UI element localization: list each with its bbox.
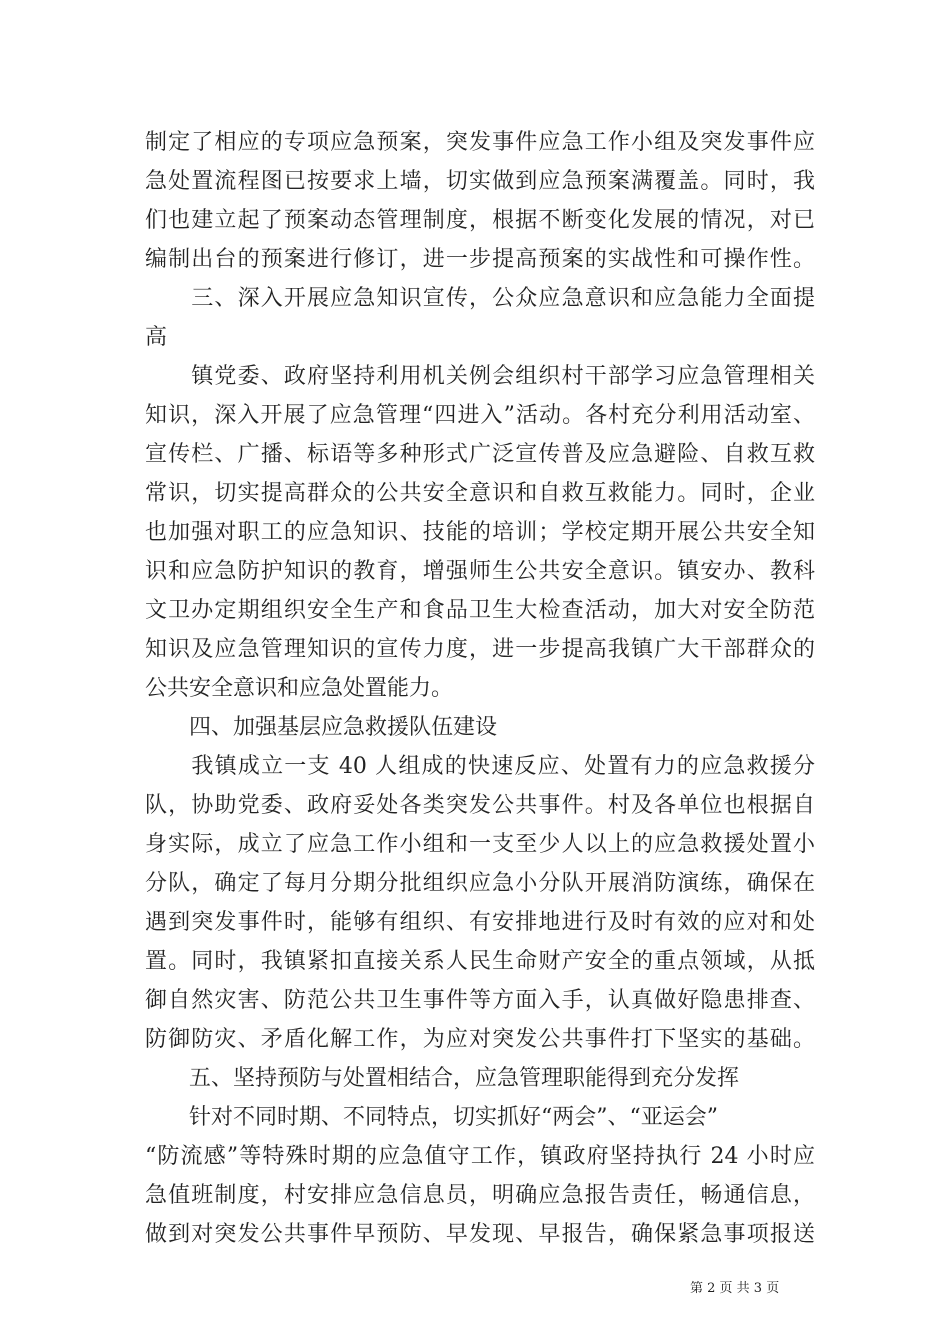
section-heading: 三、深入开展应急知识宣传，公众应急意识和应急能力全面提 [145, 286, 815, 311]
text-line: 御自然灾害、防范公共卫生事件等方面入手，认真做好隐患排查、 [145, 988, 815, 1013]
text-line: 公共安全意识和应急处置能力。 [145, 676, 454, 701]
text-line: 置。同时，我镇紧扣直接关系人民生命财产安全的重点领域，从抵 [145, 949, 815, 974]
section-heading: 高 [145, 325, 168, 350]
text-line: 文卫办定期组织安全生产和食品卫生大检查活动，加大对安全防范 [145, 598, 815, 623]
page-indicator: 第 2 页 共 3 页 [690, 1281, 780, 1296]
text-line: 编制出台的预案进行修订，进一步提高预案的实战性和可操作性。 [145, 247, 815, 272]
text-line: 防御防灾、矛盾化解工作，为应对突发公共事件打下坚实的基础。 [145, 1027, 815, 1052]
text-line: 急值班制度，村安排应急信息员，明确应急报告责任，畅通信息， [145, 1183, 815, 1208]
text-line: 针对不同时期、不同特点，切实抓好“两会”、“亚运会” [145, 1105, 718, 1130]
text-line: 常识，切实提高群众的公共安全意识和自救互救能力。同时，企业 [145, 481, 815, 506]
text-line: 知识，深入开展了应急管理“四进入”活动。各村充分利用活动室、 [145, 403, 815, 428]
body-text [145, 123, 815, 1254]
section-heading: 五、坚持预防与处置相结合，应急管理职能得到充分发挥 [145, 1066, 740, 1091]
text-line: 识和应急防护知识的教育，增强师生公共安全意识。镇安办、教科 [145, 559, 815, 584]
text-line: 分队，确定了每月分期分批组织应急小分队开展消防演练，确保在 [145, 871, 815, 896]
text-line: 们也建立起了预案动态管理制度，根据不断变化发展的情况，对已 [145, 208, 815, 233]
text-line: 遇到突发事件时，能够有组织、有安排地进行及时有效的应对和处 [145, 910, 815, 935]
text-line: 也加强对职工的应急知识、技能的培训；学校定期开展公共安全知 [145, 520, 815, 545]
text-line: 急处置流程图已按要求上墙，切实做到应急预案满覆盖。同时，我 [145, 169, 815, 194]
text-line: 做到对突发公共事件早预防、早发现、早报告，确保紧急事项报送 [145, 1222, 815, 1247]
text-line: 知识及应急管理知识的宣传力度，进一步提高我镇广大干部群众的 [145, 637, 815, 662]
text-line: 镇党委、政府坚持利用机关例会组织村干部学习应急管理相关 [145, 364, 815, 389]
text-line: 我镇成立一支 40 人组成的快速反应、处置有力的应急救援分 [145, 754, 815, 779]
text-line: “防流感”等特殊时期的应急值守工作，镇政府坚持执行 24 小时应 [145, 1144, 815, 1169]
text-line: 身实际，成立了应急工作小组和一支至少人以上的应急救援处置小 [145, 832, 815, 857]
text-line: 制定了相应的专项应急预案，突发事件应急工作小组及突发事件应 [145, 130, 815, 155]
section-heading: 四、加强基层应急救援队伍建设 [145, 715, 498, 740]
text-line: 队，协助党委、政府妥处各类突发公共事件。村及各单位也根据自 [145, 793, 815, 818]
text-line: 宣传栏、广播、标语等多种形式广泛宣传普及应急避险、自救互救 [145, 442, 815, 467]
page-footer [690, 1279, 810, 1299]
